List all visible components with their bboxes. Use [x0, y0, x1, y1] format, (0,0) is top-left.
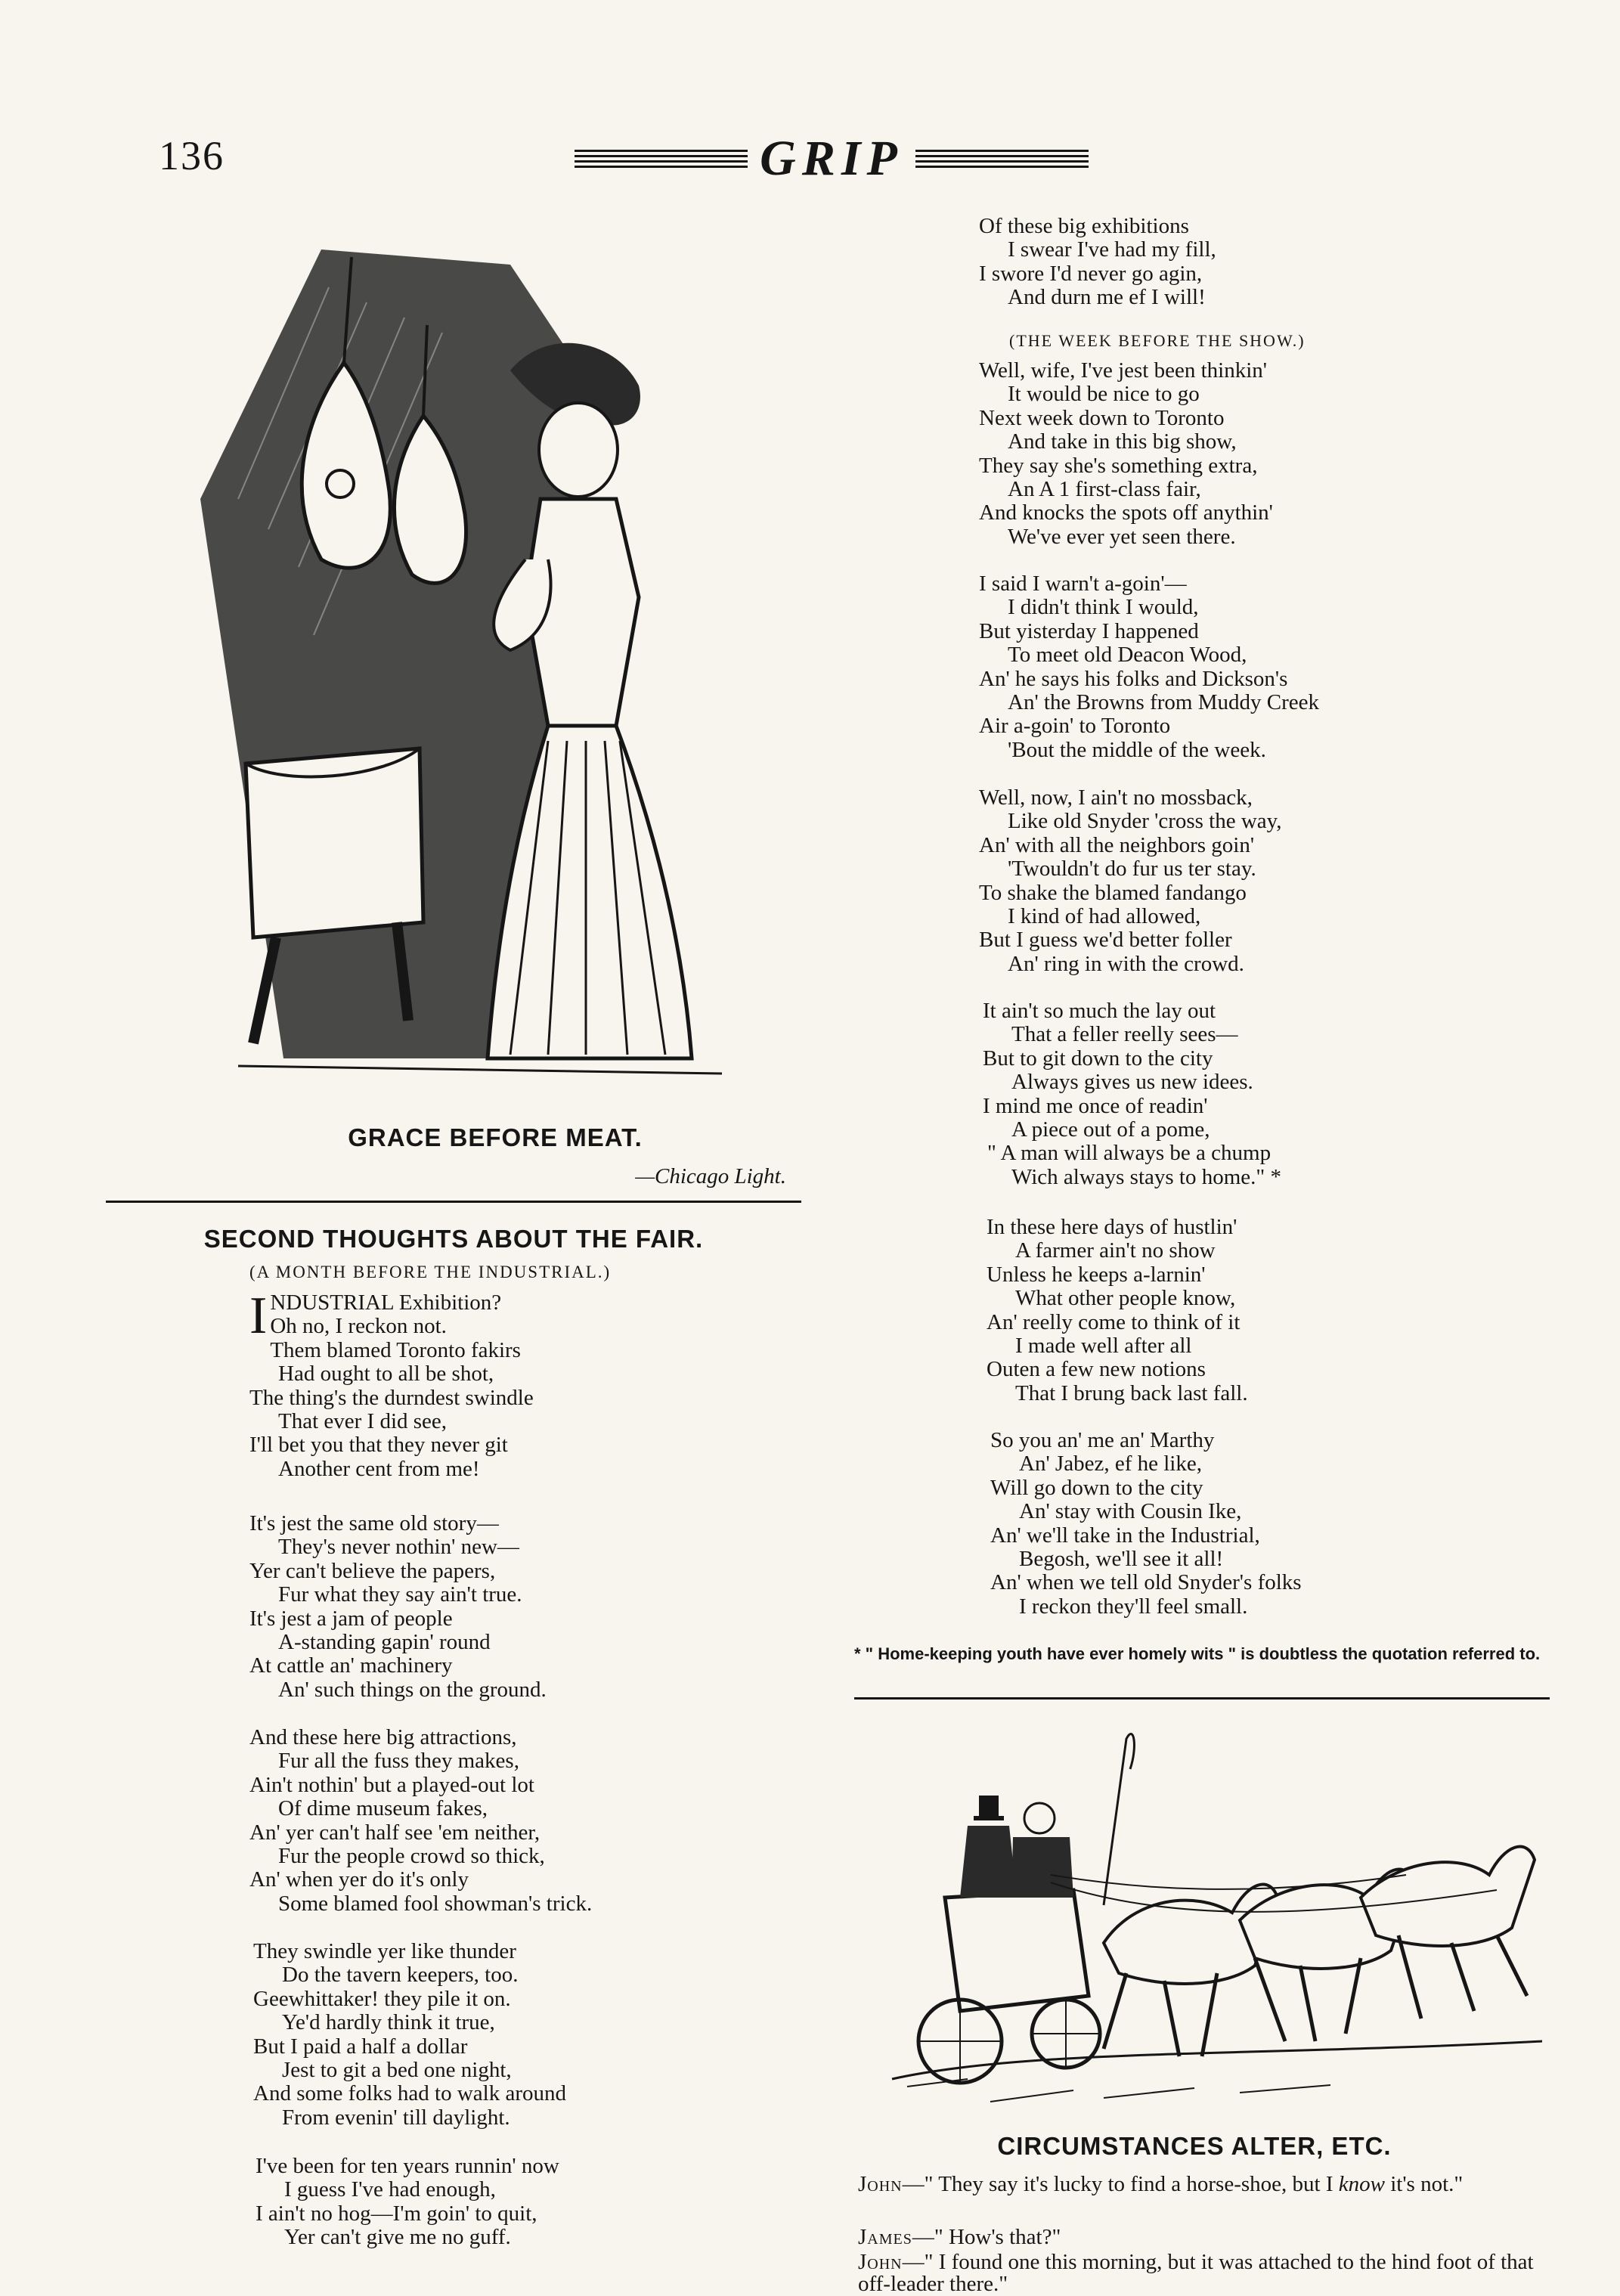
poem-line: Fur what they say ain't true. — [278, 1582, 522, 1607]
poem-line: Some blamed fool showman's trick. — [278, 1891, 593, 1916]
poem-line: A farmer ain't no show — [1015, 1238, 1216, 1263]
poem-line: Oh no, I reckon not. — [270, 1314, 447, 1339]
poem-line: It's jest a jam of people — [249, 1606, 453, 1631]
poem-stanza-10 — [983, 999, 1281, 1189]
speaker-name: John — [858, 2250, 903, 2274]
poem-line: Fur all the fuss they makes, — [278, 1749, 519, 1774]
poem-line: A piece out of a pome, — [1011, 1117, 1210, 1142]
poem-subtitle-2: (THE WEEK BEFORE THE SHOW.) — [1009, 331, 1306, 350]
poem-line: And some folks had to walk around — [253, 2081, 566, 2106]
poem-line: I made well after all — [1015, 1334, 1192, 1359]
poem-line: To meet old Deacon Wood, — [1008, 643, 1247, 668]
poem-line: That a feller reelly sees— — [1011, 1022, 1238, 1047]
dialogue-line-3 — [858, 2251, 1561, 2295]
poem-line: The thing's the durndest swindle — [249, 1385, 534, 1410]
poem-line: 'Bout the middle of the week. — [1008, 737, 1266, 762]
illustration-credit: —Chicago Light. — [635, 1164, 786, 1188]
poem-line: NDUSTRIAL Exhibition? — [270, 1291, 502, 1315]
poem-line: Do the tavern keepers, too. — [282, 1963, 519, 1988]
section-divider — [106, 1201, 801, 1203]
poem-line: From evenin' till daylight. — [282, 2105, 510, 2130]
poem-stanza-9 — [979, 786, 1282, 976]
poem-line: An' he says his folks and Dickson's — [979, 666, 1288, 691]
poem-stanza-5 — [256, 2155, 559, 2250]
poem-line: That I brung back last fall. — [1015, 1380, 1248, 1405]
masthead-title: GRIP — [760, 131, 903, 186]
poem-line: I didn't think I would, — [1008, 595, 1199, 620]
poem-line: They swindle yer like thunder — [253, 1939, 516, 1963]
poem-line: An' yer can't half see 'em neither, — [249, 1820, 541, 1845]
poem-line: A-standing gapin' round — [278, 1630, 491, 1655]
poem-line: Ye'd hardly think it true, — [282, 2010, 495, 2035]
poem-line: An' Jabez, ef he like, — [1019, 1452, 1202, 1476]
poem-line: Outen a few new notions — [987, 1357, 1206, 1382]
poem-line: Them blamed Toronto fakirs — [270, 1337, 521, 1362]
poem-line: I ain't no hog—I'm goin' to quit, — [256, 2201, 537, 2226]
grace-before-meat-illustration — [193, 242, 820, 1119]
poem-line: An' we'll take in the Industrial, — [990, 1523, 1260, 1548]
masthead-rule-left — [575, 150, 748, 168]
poem-line: And durn me ef I will! — [1008, 285, 1206, 310]
poem-line: Will go down to the city — [990, 1475, 1203, 1500]
poem-line: 'Twouldn't do fur us ter stay. — [1008, 857, 1256, 882]
poem-line: It would be nice to go — [1008, 382, 1200, 407]
masthead — [575, 125, 1089, 193]
dialogue-emphasis: know — [1338, 2172, 1385, 2196]
poem-line: And take in this big show, — [1008, 429, 1237, 454]
poem-line: Air a-goin' to Toronto — [979, 714, 1171, 739]
coach-and-horses-illustration — [877, 1724, 1557, 2132]
poem-line: An' when yer do it's only — [249, 1867, 469, 1892]
poem-line: Jest to git a bed one night, — [282, 2058, 512, 2083]
poem-line: They say she's something extra, — [979, 453, 1258, 478]
poem-line: Like old Snyder 'cross the way, — [1008, 809, 1282, 834]
poem-line: Ain't nothin' but a played-out lot — [249, 1772, 534, 1797]
poem-line: They's never nothin' new— — [278, 1535, 519, 1560]
poem-line: And these here big attractions, — [249, 1725, 517, 1749]
poem-line: Had ought to all be shot, — [278, 1362, 494, 1387]
poem-line: I've been for ten years runnin' now — [256, 2154, 559, 2178]
poem-line: An' such things on the ground. — [278, 1677, 547, 1702]
poem-stanza-12 — [990, 1429, 1302, 1619]
poem-line: And knocks the spots off anythin' — [979, 500, 1273, 525]
poem-line: What other people know, — [1015, 1286, 1236, 1311]
poem-line: An' the Browns from Muddy Creek — [1008, 690, 1319, 715]
poem-stanza-3 — [249, 1726, 592, 1916]
poem-line: To shake the blamed fandango — [979, 880, 1247, 905]
poem-line: In these here days of hustlin' — [987, 1215, 1237, 1239]
poem-line: Of dime museum fakes, — [278, 1796, 488, 1821]
article-title: CIRCUMSTANCES ALTER, ETC. — [997, 2132, 1392, 2160]
poem-line: " A man will always be a chump — [987, 1141, 1272, 1166]
poem-line: An A 1 first-class fair, — [1008, 477, 1201, 502]
poem-line: Yer can't give me no guff. — [284, 2225, 511, 2250]
poem-line: I'll bet you that they never git — [249, 1433, 508, 1458]
poem-line: It ain't so much the lay out — [983, 999, 1216, 1023]
poem-line: Another cent from me! — [278, 1456, 480, 1481]
poem-line: An' reelly come to think of it — [987, 1309, 1241, 1334]
dialogue-text: it's not." — [1384, 2172, 1464, 2196]
poem-subtitle: (A MONTH BEFORE THE INDUSTRIAL.) — [249, 1263, 612, 1281]
poem-line: Next week down to Toronto — [979, 405, 1225, 430]
dialogue-dash: — — [912, 2225, 934, 2249]
poem-line: I mind me once of readin' — [983, 1093, 1208, 1118]
poem-line: Of these big exhibitions — [979, 214, 1189, 238]
poem-line: But to git down to the city — [983, 1046, 1213, 1071]
poem-line: An' when we tell old Snyder's folks — [990, 1570, 1302, 1595]
poem-line: I swore I'd never go agin, — [979, 261, 1203, 286]
dialogue-text: " How's that?" — [934, 2225, 1061, 2249]
poem-line: Always gives us new idees. — [1011, 1070, 1253, 1095]
poem-stanza-8 — [979, 572, 1319, 762]
section-divider — [854, 1697, 1550, 1700]
poem-line: I swear I've had my fill, — [1008, 237, 1216, 262]
poem-stanza-7 — [979, 359, 1273, 549]
poem-line: At cattle an' machinery — [249, 1653, 453, 1678]
dialogue-dash: — — [902, 2250, 925, 2274]
poem-line: But yisterday I happened — [979, 618, 1199, 643]
page-number: 136 — [159, 133, 225, 178]
speaker-name: James — [858, 2225, 912, 2249]
speaker-name: John — [858, 2172, 903, 2196]
poem-line: Well, wife, I've jest been thinkin' — [979, 358, 1267, 383]
poem-line: Fur the people crowd so thick, — [278, 1844, 545, 1869]
poem-line: Begosh, we'll see it all! — [1019, 1547, 1224, 1572]
poem-line: I kind of had allowed, — [1008, 904, 1201, 929]
poem-line: Yer can't believe the papers, — [249, 1558, 496, 1583]
poem-line: But I paid a half a dollar — [253, 2034, 468, 2059]
illustration-caption: GRACE BEFORE MEAT. — [348, 1123, 643, 1151]
poem-line: Wich always stays to home." * — [1011, 1164, 1281, 1189]
poem-stanza-4 — [253, 1940, 566, 2130]
poem-line: Geewhittaker! they pile it on. — [253, 1986, 511, 2011]
dialogue-dash: — — [902, 2172, 925, 2196]
footnote: * " Home-keeping youth have ever homely wits " is doubtless the quotation referred to. — [854, 1644, 1541, 1663]
poem-line: An' ring in with the crowd. — [1008, 951, 1244, 976]
poem-line: Well, now, I ain't no mossback, — [979, 785, 1253, 810]
dialogue-text: " I found one this morning, but it was attached to the hind foot of that off-leader there." — [858, 2250, 1534, 2296]
dialogue-line-1 — [858, 2173, 1561, 2196]
poem-line: It's jest the same old story— — [249, 1511, 499, 1535]
poem-line: An' with all the neighbors goin' — [979, 832, 1255, 857]
poem-line: I said I warn't a-goin'— — [979, 572, 1187, 596]
poem-title: SECOND THOUGHTS ABOUT THE FAIR. — [203, 1225, 704, 1253]
poem-line: But I guess we'd better foller — [979, 928, 1232, 953]
poem-line: So you an' me an' Marthy — [990, 1428, 1215, 1452]
poem-stanza-2 — [249, 1512, 547, 1702]
dialogue-line-2 — [858, 2226, 1561, 2249]
drop-cap: I — [249, 1287, 268, 1345]
poem-line: An' stay with Cousin Ike, — [1019, 1499, 1242, 1524]
poem-line: I reckon they'll feel small. — [1019, 1594, 1248, 1619]
poem-stanza-1 — [249, 1287, 534, 1481]
poem-line: I guess I've had enough, — [284, 2177, 496, 2202]
poem-stanza-11 — [987, 1216, 1248, 1405]
masthead-rule-right — [915, 150, 1089, 168]
poem-line: That ever I did see, — [278, 1409, 448, 1434]
poem-stanza-6 — [979, 215, 1216, 310]
poem-line: Unless he keeps a-larnin' — [987, 1262, 1206, 1287]
poem-line: We've ever yet seen there. — [1008, 524, 1236, 549]
dialogue-text: " They say it's lucky to find a horse-shoe, but I — [924, 2172, 1339, 2196]
